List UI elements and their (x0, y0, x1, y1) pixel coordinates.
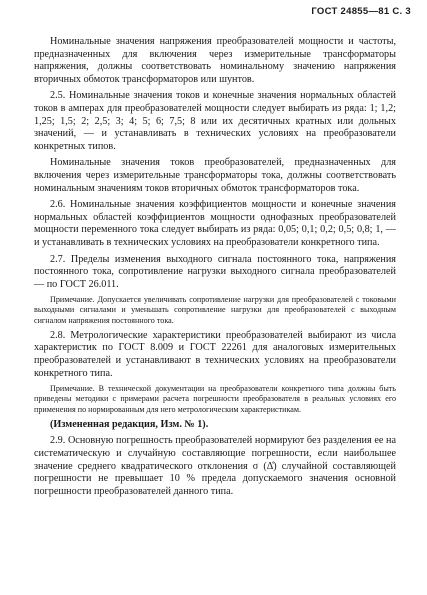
revision-note: (Измененная редакция, Изм. № 1). (50, 418, 209, 430)
paragraph: 2.5. Номинальные значения токов и конечные значения нормальных областей токов в амперах для преобразователей мощности следует выбирать из ряда: 1; 1,2; 1,25; 1,5; 2; 2,5; 3; 4; 5; 6; 7,5; 8 или их десятичных кратных или дольных значений, — и устанавливать в технических условиях на преобразователи конкретных типов. (34, 90, 396, 152)
paragraph: 2.7. Пределы изменения выходного сигнала постоянного тока, напряжения постоянного тока, сопротивление нагрузки выходного сигнала преобразователей — по ГОСТ 26.011. (34, 253, 396, 290)
paragraph: 2.8. Метрологические характеристики преобразователей выбирают из числа характеристик по ГОСТ 8.009 и ГОСТ 22261 для аналоговых измерительных преобразователей и устанавливают в технических условиях на преобразователи конкретного типа. (34, 329, 396, 379)
document-body (34, 36, 396, 502)
paragraph: Номинальные значения напряжения преобразователей мощности и частоты, предназначенных для включения через измерительные трансформаторы напряжения, должны соответствовать номинальному значению напряжения вторичных обмоток трансформаторов или шунтов. (34, 36, 396, 85)
page-header: ГОСТ 24855—81 С. 3 (311, 6, 411, 17)
paragraph: 2.9. Основную погрешность преобразователей нормируют без разделения ее на систематическую и случайную составляющие погрешности, если наибольшее значение среднего квадратического отклонения σ (Δ̊) случайной составляющей погрешности не превышает 10 % предела допускаемого значения основной погрешности преобразователей данного типа. (34, 435, 396, 497)
paragraph: Номинальные значения токов преобразователей, предназначенных для включения через измерительные трансформаторы тока, должны соответствовать номинальным значениям токов вторичных обмоток трансформаторов тока. (34, 157, 396, 194)
paragraph: 2.6. Номинальные значения коэффициентов мощности и конечные значения нормальных областей коэффициентов мощности однофазных преобразователей мощности переменного тока следует выбирать из ряда: 0,05; 0,1; 0,2; 0,5; 0,8; 1, — и устанавливать в технических условиях на преобразователи конкретного типа. (34, 199, 396, 248)
note-paragraph: Примечание. В технической документации на преобразователи конкретного типа должны быть приведены методики с примерами расчета погрешности преобразователя в реальных условиях его применения по нормированным для него метрологическим характеристикам. (34, 384, 396, 414)
note-paragraph: Примечание. Допускается увеличивать сопротивление нагрузки для преобразователей с токовыми выходными сигналами и уменьшать сопротивление нагрузки для преобразователей с выходным сигналом напряжения постоянного тока. (34, 295, 396, 325)
